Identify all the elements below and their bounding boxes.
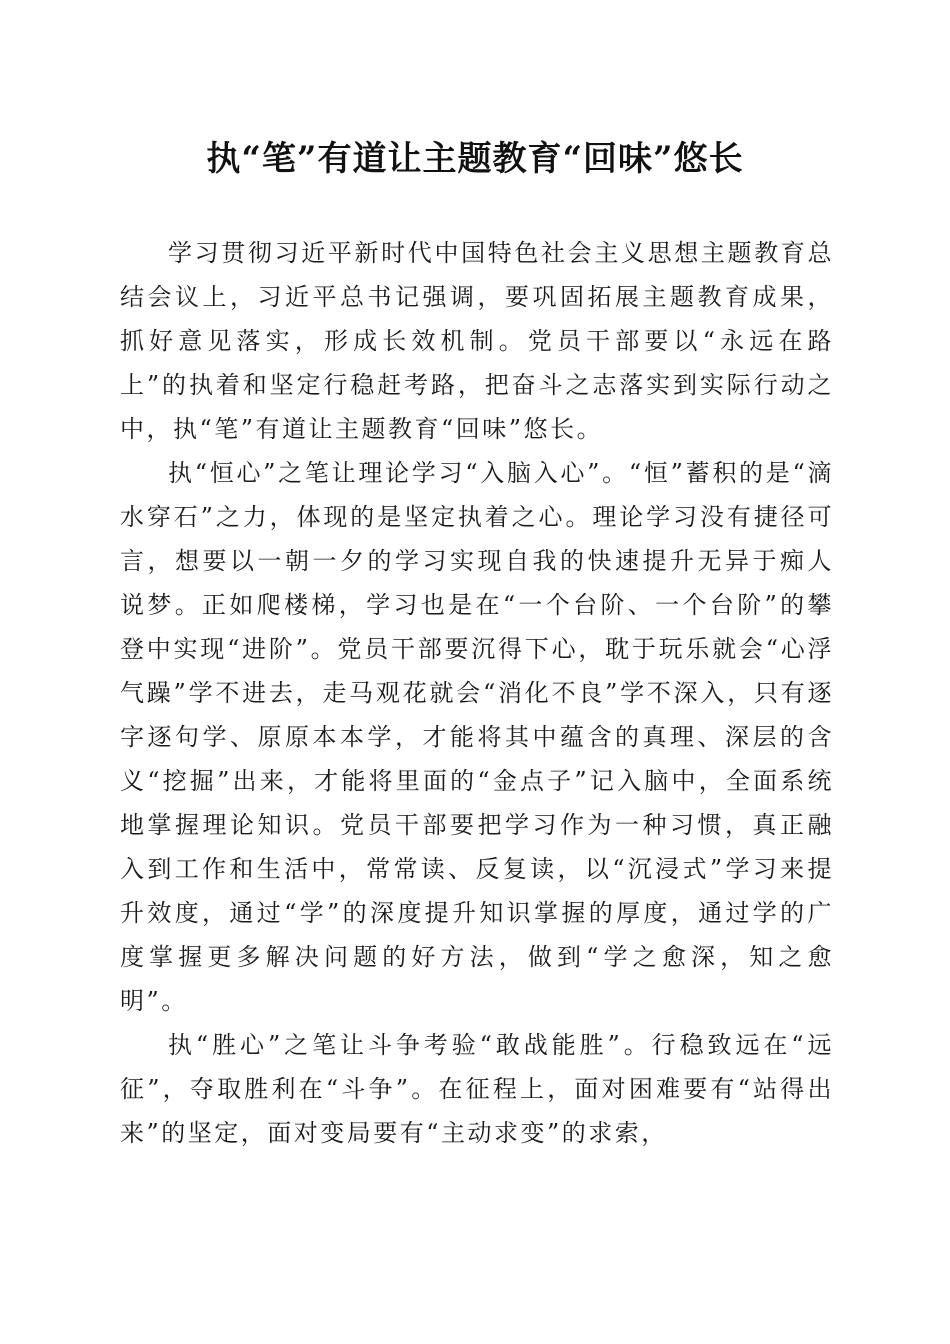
paragraph-perseverance: 执“恒心”之笔让理论学习“入脑入心”。“恒”蓄积的是“滴水穿石”之力，体现的是坚定执着之心。理论学习没有捷径可言，想要以一朝一夕的学习实现自我的快速提升无异于痴人说梦。正如爬楼梯，学习也是在“一个台阶、一个台阶”的攀登中实现“进阶”。党员干部要沉得下心，耽于玩乐就会“心浮气躁”学不进去，走马观花就会“消化不良”学不深入，只有逐字逐句学、原原本本学，才能将其中蕴含的真理、深层的含义“挖掘”出来，才能将里面的“金点子”记入脑中，全面系统地掌握理论知识。党员干部要把学习作为一种习惯，真正融入到工作和生活中，常常读、反复读，以“沉浸式”学习来提升效度，通过“学”的深度提升知识掌握的厚度，通过学的广度掌握更多解决问题的好方法，做到“学之愈深，知之愈明”。: [120, 459, 834, 1015]
document-body: [120, 231, 834, 1155]
document-title: 执“笔”有道让主题教育“回味”悠长: [206, 139, 744, 179]
paragraph-intro: 学习贯彻习近平新时代中国特色社会主义思想主题教育总结会议上，习近平总书记强调，要巩固拓展主题教育成果，抓好意见落实，形成长效机制。党员干部要以“永远在路上”的执着和坚定行稳赶考路，把奋斗之志落实到实际行动之中，执“笔”有道让主题教育“回味”悠长。: [120, 239, 834, 443]
paragraph-victory: 执“胜心”之笔让斗争考验“敢战能胜”。行稳致远在“远征”，夺取胜利在“斗争”。在征程上，面对困难要有“站得出来”的坚定，面对变局要有“主动求变”的求索，: [120, 1031, 834, 1147]
